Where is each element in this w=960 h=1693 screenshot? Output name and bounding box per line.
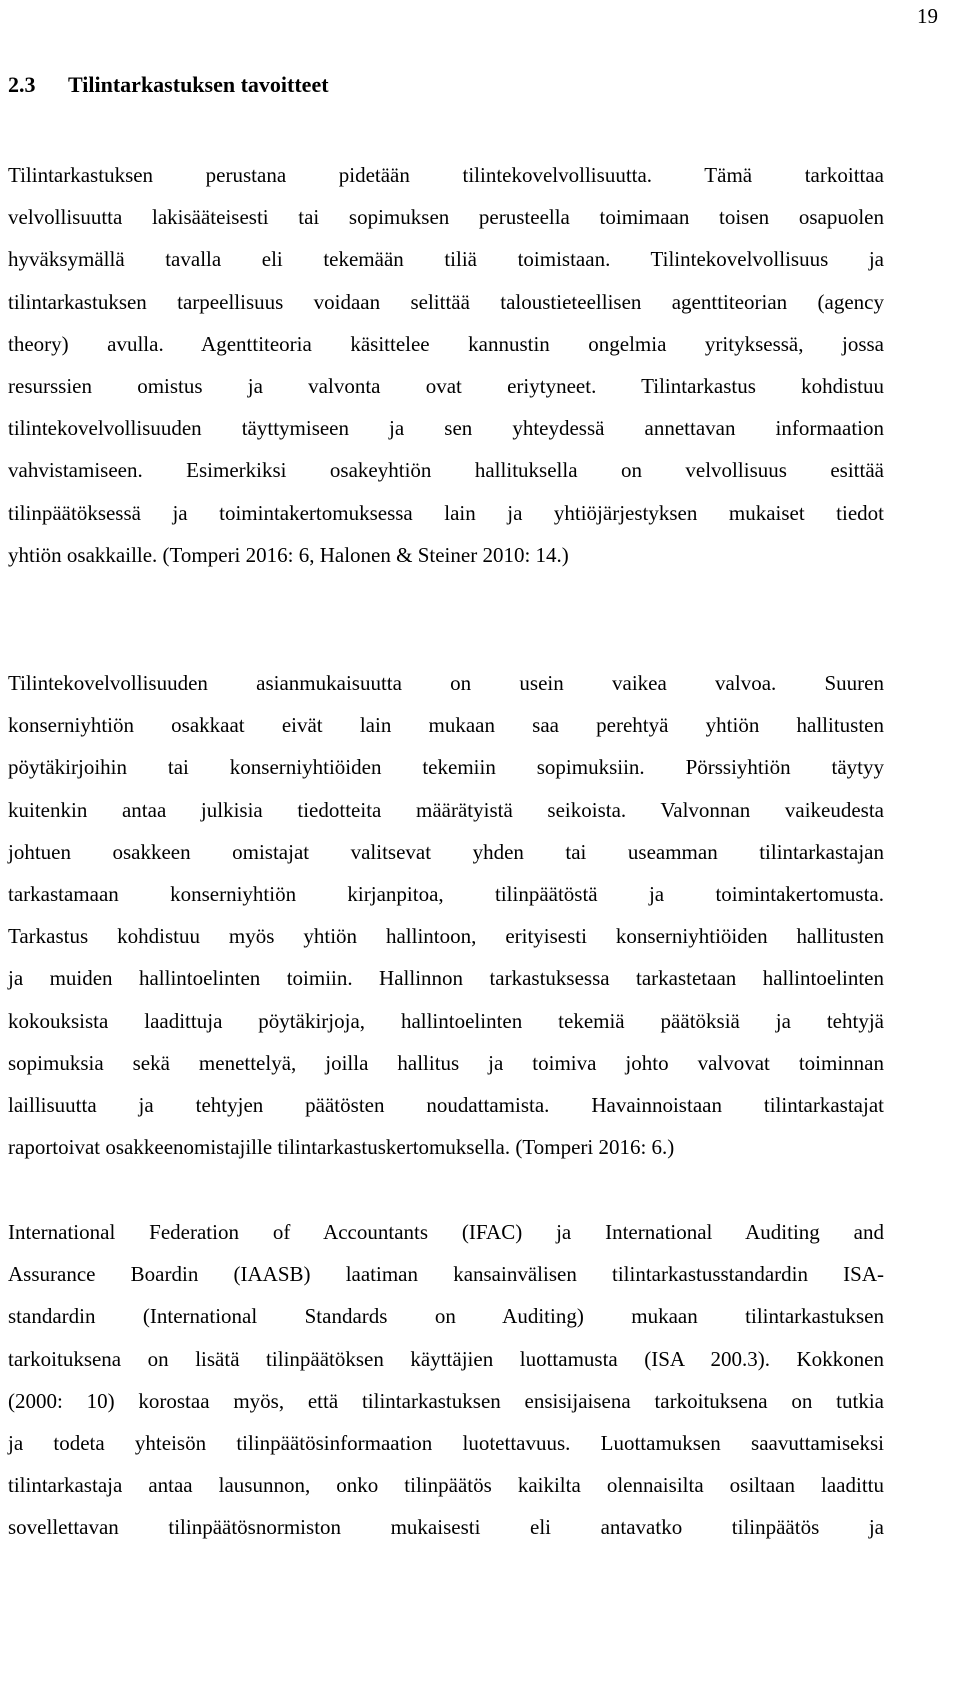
text-line: tarkastamaan konserniyhtiön kirjanpitoa, tilinpäätöstä ja toimintakertomusta.	[8, 882, 884, 907]
text-line: yhtiön osakkaille. (Tomperi 2016: 6, Halonen & Steiner 2010: 14.)	[8, 542, 569, 567]
text-line: pöytäkirjoihin tai konserniyhtiöiden tekemiin sopimuksiin. Pörssiyhtiön täytyy	[8, 755, 884, 780]
text-line: vahvistamiseen. Esimerkiksi osakeyhtiön hallituksella on velvollisuus esittää	[8, 458, 884, 483]
text-line: sopimuksia sekä menettelyä, joilla hallitus ja toimiva johto valvovat toiminnan	[8, 1050, 884, 1075]
text-line: raportoivat osakkeenomistajille tilintarkastuskertomuksella. (Tomperi 2016: 6.)	[8, 1135, 675, 1160]
text-line: hyväksymällä tavalla eli tekemään tiliä toimistaan. Tilintekovelvollisuus ja	[8, 247, 884, 272]
text-line: Tarkastus kohdistuu myös yhtiön hallintoon, erityisesti konserniyhtiöiden hallitusten	[8, 924, 884, 949]
text-line: Tilintarkastuksen perustana pidetään tilintekovelvollisuutta. Tämä tarkoittaa	[8, 163, 884, 187]
section-number: 2.3	[8, 72, 36, 97]
section-heading	[8, 70, 329, 100]
text-line: konserniyhtiön osakkaat eivät lain mukaan saa perehtyä yhtiön hallitusten	[8, 713, 884, 738]
page-number: 19	[917, 4, 938, 28]
text-line: kuitenkin antaa julkisia tiedotteita määrätyistä seikoista. Valvonnan vaikeudesta	[8, 797, 884, 822]
text-line: tilintarkastuksen tarpeellisuus voidaan selittää taloustieteellisen agenttiteorian (agency	[8, 289, 884, 314]
text-line: tarkoituksena on lisätä tilinpäätöksen käyttäjien luottamusta (ISA 200.3). Kokkonen	[8, 1346, 884, 1371]
text-line: sovellettavan tilinpäätösnormiston mukaisesti eli antavatko tilinpäätös ja	[8, 1515, 884, 1540]
text-line: laillisuutta ja tehtyjen päätösten noudattamista. Havainnoistaan tilintarkastajat	[8, 1093, 884, 1118]
text-line: johtuen osakkeen omistajat valitsevat yhden tai useamman tilintarkastajan	[8, 839, 884, 864]
text-line: tilintekovelvollisuuden täyttymiseen ja sen yhteydessä annettavan informaation	[8, 416, 884, 441]
text-line: Assurance Boardin (IAASB) laatiman kansainvälisen tilintarkastusstandardin ISA-	[8, 1262, 884, 1287]
text-line: tilintarkastaja antaa lausunnon, onko tilinpäätös kaikilta olennaisilta osiltaan laadittu	[8, 1473, 884, 1498]
section-title: Tilintarkastuksen tavoitteet	[68, 72, 329, 97]
text-line: theory) avulla. Agenttiteoria käsittelee kannustin ongelmia yrityksessä, jossa	[8, 331, 884, 356]
paragraph-1	[8, 154, 884, 576]
text-line: ja todeta yhteisön tilinpäätösinformaation luotettavuus. Luottamuksen saavuttamiseksi	[8, 1431, 884, 1456]
text-line: (2000: 10) korostaa myös, että tilintarkastuksen ensisijaisena tarkoituksena on tutkia	[8, 1388, 884, 1413]
text-line: tilinpäätöksessä ja toimintakertomuksessa lain ja yhtiöjärjestyksen mukaiset tiedot	[8, 500, 884, 525]
text-line: standardin (International Standards on Auditing) mukaan tilintarkastuksen	[8, 1304, 884, 1329]
text-line: kokouksista laadittuja pöytäkirjoja, hallintoelinten tekemiä päätöksiä ja tehtyjä	[8, 1008, 884, 1033]
paragraph-2	[8, 662, 884, 1168]
text-line: Tilintekovelvollisuuden asianmukaisuutta on usein vaikea valvoa. Suuren	[8, 671, 884, 695]
text-line: resurssien omistus ja valvonta ovat eriytyneet. Tilintarkastus kohdistuu	[8, 374, 884, 399]
text-line: International Federation of Accountants (IFAC) ja International Auditing and	[8, 1220, 884, 1244]
paragraph-3	[8, 1211, 884, 1549]
text-line: velvollisuutta lakisääteisesti tai sopimuksen perusteella toimimaan toisen osapuolen	[8, 205, 884, 230]
text-line: ja muiden hallintoelinten toimiin. Hallinnon tarkastuksessa tarkastetaan hallintoelinten	[8, 966, 884, 991]
